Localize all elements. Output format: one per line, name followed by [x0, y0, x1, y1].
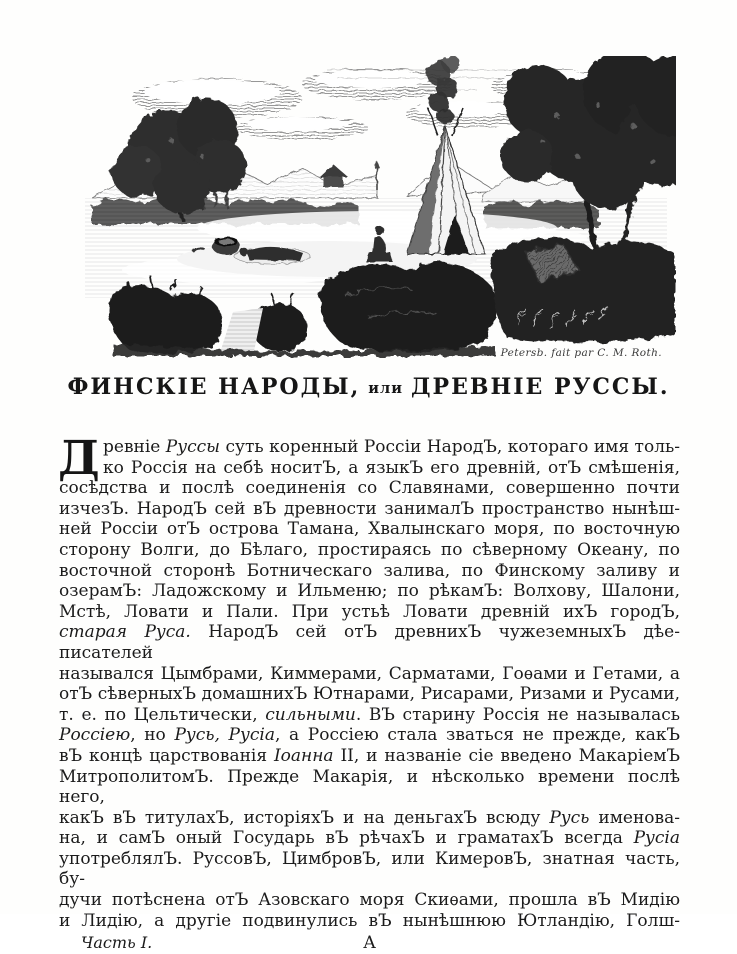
chapter-title-part2: ДРЕВНІЕ РУССЫ.: [411, 374, 670, 400]
text-line: [59, 581, 680, 602]
text-segment: какЪ вЪ титулахЪ, исторіяхЪ и на деньгахЪ всюду: [59, 807, 550, 828]
stream: [219, 308, 263, 356]
text-line: [59, 808, 680, 829]
text-line: [59, 767, 680, 808]
text-segment: вЪ концѣ царствованія: [59, 745, 274, 766]
text-segment: МитрополитомЪ. Прежде Макарія, и нѣсколько времени послѣ него,: [59, 766, 680, 808]
text-segment: старая Руса.: [59, 622, 191, 643]
text-segment: т. е. по Цельтически,: [59, 704, 266, 725]
text-segment: озерамЪ: Ладожскому и Ильменю; по рѣкамЪ: Волхову, Шалони,: [59, 581, 680, 602]
engraving: [76, 56, 676, 358]
text-segment: назывался Цымбрами, Киммерами, Сарматами, Гоѳами и Гетами, а: [59, 663, 680, 684]
page-footer: [59, 933, 680, 954]
chapter-title: [0, 374, 737, 400]
foreground-mound: [492, 238, 675, 342]
signature-mark: А: [363, 933, 376, 954]
part-label: Часть I.: [81, 933, 153, 953]
text-segment: Русіа: [633, 828, 680, 849]
text-line: [59, 499, 680, 520]
text-segment: . ВЪ старину Россія не называлась: [355, 704, 681, 725]
foreground-rocks: [320, 263, 496, 352]
text-line: [59, 478, 680, 499]
text-segment: употреблялЪ. РуссовЪ, ЦимбровЪ, или КимеровЪ, знатная часть, бу-: [59, 848, 680, 890]
text-segment: , а Россіею стала зваться не прежде, какЪ: [274, 725, 680, 746]
text-segment: изчезЪ. НародЪ сей вЪ древности занималЪ пространство нынѣш-: [59, 498, 680, 519]
text-segment: отЪ сѣверныхЪ домашнихЪ Ютнарами, Рисарами, Ризами и Русами,: [59, 684, 680, 705]
text-segment: Руссы: [165, 437, 220, 457]
text-segment: и Лидію, а другіе подвинулись вЪ нынѣшнюю Ютландію, Голш-: [59, 910, 680, 931]
text-segment: сильными: [265, 704, 356, 725]
chapter-title-connector: или: [368, 380, 403, 397]
engraving-caption: St. Petersb. fait par C. M. Roth.: [480, 347, 662, 359]
text-line: [59, 437, 680, 458]
text-line: [59, 519, 680, 540]
text-segment: Мстѣ, Ловати и Пали. При устьѣ Ловати древній ихЪ городЪ,: [59, 601, 680, 622]
text-line: [59, 664, 680, 685]
text-segment: Россіею: [59, 725, 131, 746]
engraving-illustration: [76, 56, 676, 358]
text-segment: ревніе: [103, 437, 166, 457]
text-segment: ней Россіи отЪ острова Тамана, Хвалынскаго моря, по восточную: [59, 519, 680, 540]
text-segment: восточной сторонѣ Ботническаго залива, по Финскому заливу и: [59, 560, 680, 581]
text-line: [59, 622, 680, 663]
text-line: [59, 705, 680, 726]
text-segment: дучи потѣснена отЪ Азовскаго моря Скиѳами, прошла вЪ Мидію: [59, 890, 680, 911]
text-segment: сторону Волги, до Бѣлаго, простираясь по сѣверному Океану, по: [59, 539, 680, 560]
text-line: [59, 828, 680, 849]
text-line: [59, 725, 680, 746]
text-segment: Русь, Русіа: [174, 725, 275, 746]
text-line: [59, 746, 680, 767]
text-segment: суть коренный Россіи НародЪ, котораго имя толь-: [219, 437, 680, 457]
text-line: [59, 561, 680, 582]
text-line: [59, 540, 680, 561]
text-line: [59, 890, 680, 911]
chapter-title-part1: ФИНСКІЕ НАРОДЫ,: [67, 374, 361, 400]
drop-cap: Д: [58, 431, 100, 486]
text-segment: сосѣдства и послѣ соединенія со Славянами, совершенно почти: [59, 478, 680, 499]
text-segment: именова-: [589, 807, 680, 828]
text-segment: Іоанна: [273, 745, 334, 766]
text-segment: II, и названіе сіе введено МакаріемЪ: [333, 745, 680, 766]
text-segment: ко Россія на себѣ носитЪ, а языкЪ его древній, отЪ смѣшенія,: [103, 457, 680, 478]
text-line: [59, 602, 680, 623]
text-segment: Русь: [549, 807, 590, 828]
text-line: [59, 684, 680, 705]
text-line: [59, 849, 680, 890]
text-segment: на, и самЪ оный Государь вЪ рѣчахЪ и граматахЪ всегда: [59, 828, 634, 849]
text-block: [58, 431, 681, 954]
text-segment: НародЪ сей отЪ древнихЪ чужеземныхЪ дѣе-писателей: [59, 622, 680, 663]
text-line: [59, 458, 680, 479]
text-segment: , но: [130, 725, 175, 746]
